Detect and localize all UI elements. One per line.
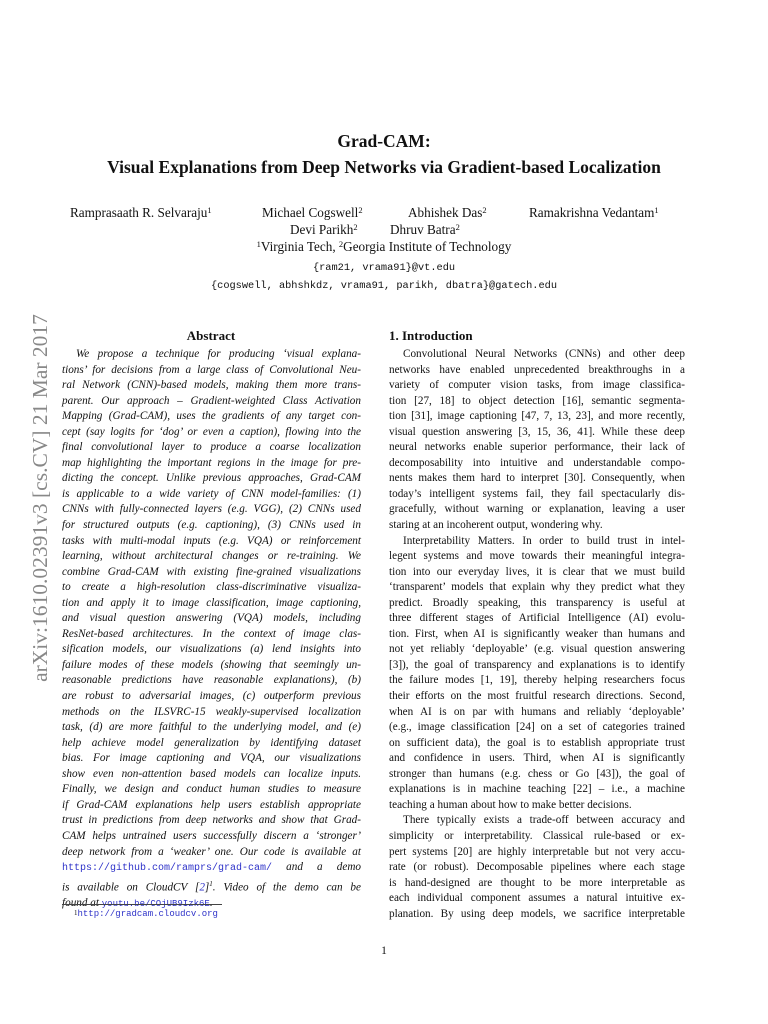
abstract-line: ral Network (CNN)-based models, making them more trans- — [62, 379, 361, 392]
intro-line: Convolutional Neural Networks (CNNs) and other deep — [403, 348, 685, 360]
citation-link[interactable]: 2 — [199, 881, 205, 894]
intro-line: when AI is on par with humans and reliably ‘deployable’ — [389, 705, 685, 718]
intro-line: teaching a human about how to make better decisions. — [389, 798, 632, 811]
intro-line: tion [31], image captioning [47, 7, 13, 23], and more recently, — [389, 410, 685, 423]
abstract-line: are robust to adversarial images, (c) outperform previous — [62, 690, 361, 703]
abstract-text: . — [209, 896, 213, 909]
abstract-line: dicting the concept. Unlike previous approaches, Grad-CAM — [62, 472, 361, 485]
email-gatech: {cogswell, abhshkdz, vrama91, parikh, dbatra}@gatech.edu — [210, 280, 558, 292]
intro-line: tion [27, 18] to object detection [16], semantic segmenta- — [389, 394, 685, 407]
abstract-line: task, (d) are more faithful to the underlying model, and (e) — [62, 721, 361, 734]
author-cogswell — [262, 205, 363, 221]
intro-line: each individual component assumes a natural intuitive ex- — [389, 892, 685, 905]
footnote-divider — [62, 904, 222, 905]
intro-line: predict. Broadly speaking, this transparency is useful at — [389, 596, 685, 609]
affiliation-mark: 1 — [207, 205, 212, 215]
abstract-line: cept (say logits for ‘dog’ or even a caption), flowing into the — [62, 425, 361, 438]
intro-line: There typically exists a trade-off between accuracy and — [403, 814, 685, 827]
abstract-line: trust in predictions from deep networks and show that Grad- — [62, 814, 361, 827]
introduction-body — [389, 347, 685, 922]
abstract-line: if Grad-CAM explanations help users establish appropriate — [62, 798, 361, 811]
abstract-line-demo — [62, 877, 361, 896]
affiliation-mark: 2 — [358, 205, 363, 215]
abstract-line: combine Grad-CAM with existing fine-grained visualizations — [62, 565, 361, 578]
affiliation-2: Georgia Institute of Technology — [343, 239, 512, 254]
author-name: Devi Parikh — [290, 222, 354, 237]
intro-line: decomposability into intuitive and understandable compo- — [389, 456, 685, 469]
intro-line: neural networks enable superior performance, their lack of — [389, 441, 685, 454]
intro-line: explanations is in machine teaching [22] – i.e., a machine — [389, 783, 685, 796]
author-name: Michael Cogswell — [262, 205, 359, 220]
intro-line: (e.g., image classification [24] on a set of categories trained — [389, 721, 685, 734]
abstract-line: map highlighting the important regions in the image for pre- — [62, 456, 361, 469]
abstract-text: . Video of the demo can be — [212, 881, 361, 894]
paper-title-line2: Visual Explanations from Deep Networks via Gradient-based Localization — [107, 157, 661, 177]
abstract-line: ResNet-based architectures. In the context of image clas- — [62, 627, 361, 640]
author-vedantam — [529, 205, 659, 221]
abstract-line: tion and apply it to image classification, image captioning, — [62, 596, 361, 609]
intro-line: tion. First, when AI is significantly weaker than humans and — [389, 627, 685, 640]
abstract-line: We propose a technique for producing ‘visual explana- — [76, 348, 361, 360]
section-heading-introduction: 1. Introduction — [389, 328, 473, 343]
intro-line: on sufficient data), the goal is to establish appropriate trust — [389, 736, 685, 749]
intro-line: variety of computer vision tasks, from image classifica- — [389, 379, 685, 392]
paper-title-line1: Grad-CAM: — [337, 131, 431, 151]
intro-line: legent systems and move towards their meaningful integra- — [389, 550, 685, 563]
intro-line: staring at an incoherent output, wondering why. — [389, 519, 603, 532]
abstract-line-code — [62, 860, 361, 877]
page-number: 1 — [381, 945, 387, 957]
arxiv-identifier — [20, 268, 60, 728]
abstract-line: to create a high-resolution class-discriminative visualiza- — [62, 581, 361, 594]
video-link[interactable]: youtu.be/COjUB9Izk6E — [101, 898, 210, 909]
abstract-text: found at — [62, 896, 102, 909]
author-name: Ramakrishna Vedantam — [529, 205, 655, 220]
intro-line: gracefully, without warning or explanation, leaving a user — [389, 503, 685, 516]
abstract-line: deep network from a ‘weaker’ one. Our code is available at — [62, 845, 361, 858]
author-name: Abhishek Das — [408, 205, 483, 220]
abstract-body — [62, 347, 361, 912]
abstract-line: Finally, we design and conduct human studies to measure — [62, 783, 361, 796]
footnote-mark: 1 — [74, 909, 78, 917]
author-parikh — [290, 222, 358, 238]
author-name: Ramprasaath R. Selvaraju — [70, 205, 208, 220]
abstract-line: bias. For image captioning and VQA, our visualizations — [62, 752, 361, 765]
intro-line: today’s intelligent systems fail, they fail spectacularly dis- — [389, 487, 685, 500]
affiliation-mark: 1 — [654, 205, 659, 215]
abstract-line: is applicable to a wide variety of CNN model-families: (1) — [62, 487, 361, 500]
footnote-mark: 1 — [209, 879, 213, 888]
affiliation-mark: 1 — [256, 239, 261, 249]
abstract-line: for structured outputs (e.g. captioning), (3) CNNs used in — [62, 519, 361, 532]
intro-line: three different stages of Artificial Intelligence (AI) evolu- — [389, 612, 685, 625]
intro-line: Interpretability Matters. In order to build trust in intel- — [403, 534, 685, 547]
affiliations — [0, 239, 768, 255]
intro-line: the failure modes [1, 19], thereby helping researchers focus — [389, 674, 685, 687]
author-selvaraju — [70, 205, 212, 221]
intro-line: networks have enabled unprecedented breakthroughs in a — [389, 363, 685, 376]
abstract-text: ] — [204, 881, 210, 894]
abstract-line: failure modes of these models (showing that seemingly un- — [62, 658, 361, 671]
intro-line: not yet reliably ‘deployable’ (e.g. visual question answering — [389, 643, 685, 656]
affiliation-mark: 2 — [455, 222, 460, 232]
abstract-line: parent. Our approach – Gradient-weighted Class Activation — [62, 394, 361, 407]
abstract-heading: Abstract — [186, 328, 236, 343]
abstract-line: reasonable predictions have reasonable explanations), (b) — [62, 674, 361, 687]
abstract-line: show even non-attention based models can localize inputs. — [62, 767, 361, 780]
abstract-text: is available on CloudCV [ — [62, 881, 200, 894]
intro-line: [3]), the goal of transparency and explanations is to identify — [389, 658, 685, 671]
intro-line: ‘transparent’ models that explain why they predict what they — [389, 581, 685, 594]
abstract-line: sification models, our visualizations (a) lend insights into — [62, 643, 361, 656]
intro-line: simplicity or interpretability. Classical rule-based or ex- — [389, 829, 685, 842]
abstract-line: methods on the ILSVRC-15 weakly-supervised localization — [62, 705, 361, 718]
abstract-line: help achieve model generalization by identifying dataset — [62, 736, 361, 749]
abstract-line: final convolutional layer to produce a coarse localization — [62, 441, 361, 454]
email-vt: {ram21, vrama91}@vt.edu — [312, 262, 456, 274]
footnote — [74, 907, 218, 920]
abstract-line: tasks with multi-modal inputs (e.g. VQA) or reinforcement — [62, 534, 361, 547]
abstract-line: learning, without architectural changes or re-training. We — [62, 550, 361, 563]
arxiv-id-text: arXiv:1610.02391v3 [cs.CV] 21 Mar 2017 — [28, 314, 52, 682]
abstract-text: and a demo — [272, 861, 361, 874]
author-name: Dhruv Batra — [390, 222, 456, 237]
author-das — [408, 205, 487, 221]
affiliation-mark: 2 — [353, 222, 358, 232]
intro-line: stronger than humans (e.g. chess or Go [43]), the goal of — [389, 767, 685, 780]
abstract-line: tions’ for decisions from a large class of Convolutional Neu- — [62, 363, 361, 376]
intro-line: visual question answering [3, 15, 36, 41]. While these deep — [389, 425, 685, 438]
intro-line: and confidence in users. Third, when AI is significantly — [389, 752, 685, 765]
footnote-link[interactable]: http://gradcam.cloudcv.org — [77, 909, 218, 919]
intro-line: pert systems [20] are highly interpretable but not very accu- — [389, 845, 685, 858]
abstract-line: CNNs with fully-connected layers (e.g. VGG), (2) CNNs used — [62, 503, 361, 516]
intro-line: tion into our everyday lives, it is clear that we must build — [389, 565, 685, 578]
abstract-line: and visual question answering (VQA) models, including — [62, 612, 361, 625]
intro-line: nents makes them hard to interpret [30]. Consequently, when — [389, 472, 685, 485]
code-link[interactable]: https://github.com/ramprs/grad-cam/ — [62, 863, 273, 875]
abstract-line: CAM helps untrained users successfully discern a ‘stronger’ — [62, 829, 361, 842]
intro-line: their efforts on the most fruitful research directions. Second, — [389, 690, 685, 703]
intro-line: planation. By using deep models, we sacrifice interpretable — [389, 907, 685, 920]
affiliation-mark: 2 — [482, 205, 487, 215]
intro-line: is hand-designed are thought to be more interpretable as — [389, 876, 685, 889]
intro-line: rate (or robust). Decomposable pipelines where each stage — [389, 861, 685, 874]
affiliation-mark: 2 — [338, 239, 344, 249]
affiliation-1: Virginia Tech, — [260, 239, 339, 254]
abstract-line: Mapping (Grad-CAM), uses the gradients of any target con- — [62, 410, 361, 423]
author-batra — [390, 222, 460, 238]
